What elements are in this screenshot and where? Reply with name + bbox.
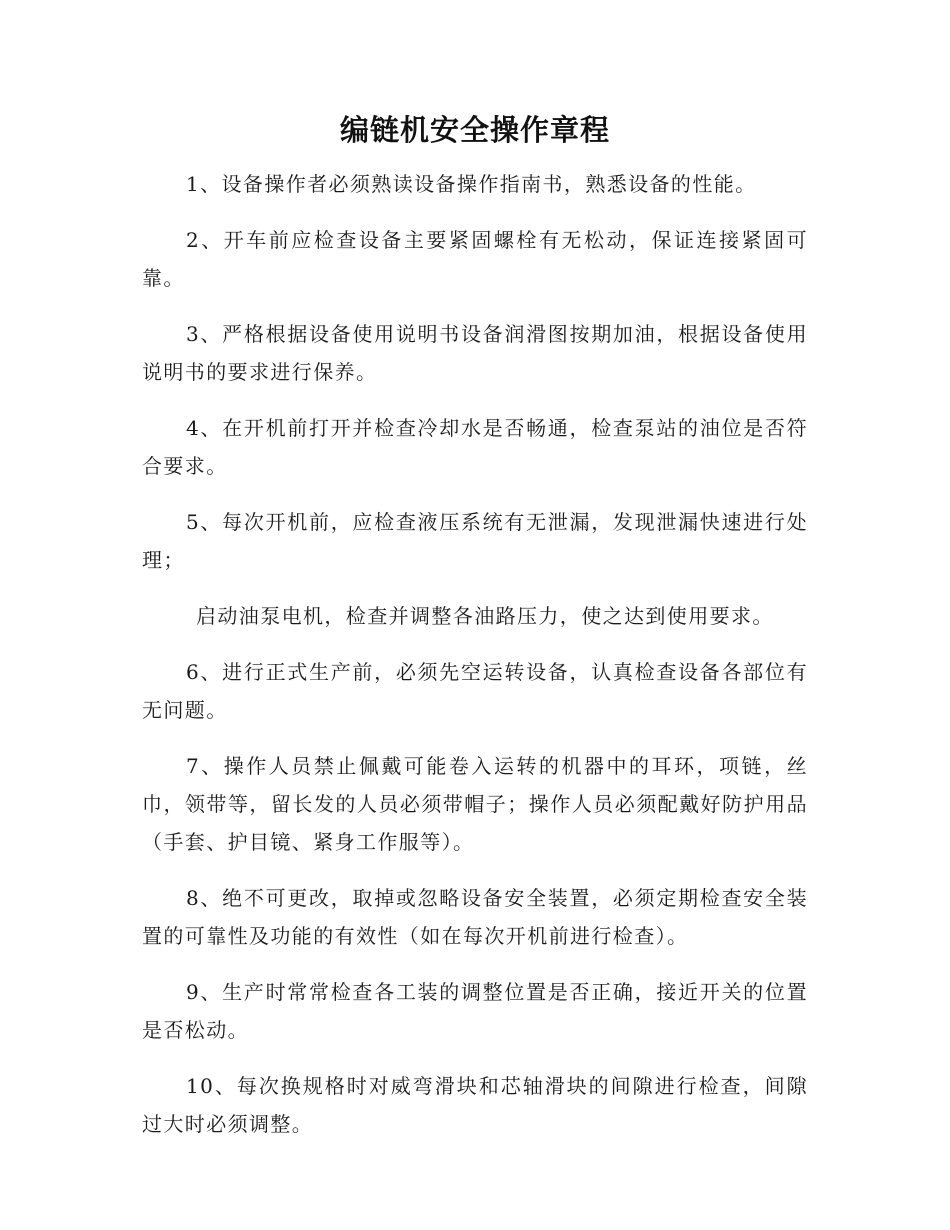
paragraph-5-continued: 启动油泵电机，检查并调整各油路压力，使之达到使用要求。 bbox=[196, 604, 774, 628]
paragraph-4: 4、在开机前打开并检查冷却水是否畅通，检查泵站的油位是否符合要求。 bbox=[142, 416, 808, 478]
paragraph-10: 10、每次换规格时对威弯滑块和芯轴滑块的间隙进行检查，间隙过大时必须调整。 bbox=[142, 1074, 808, 1136]
paragraph-6: 6、进行正式生产前，必须先空运转设备，认真检查设备各部位有无问题。 bbox=[142, 660, 808, 722]
document-title: 编链机安全操作章程 bbox=[339, 113, 610, 147]
paragraph-8: 8、绝不可更改，取掉或忽略设备安全装置，必须定期检查安全装置的可靠性及功能的有效性（如在每次开机前进行检查）。 bbox=[142, 886, 808, 948]
paragraph-7: 7、操作人员禁止佩戴可能卷入运转的机器中的耳环，项链，丝巾，领带等，留长发的人员必须带帽子；操作人员必须配戴好防护用品（手套、护目镜、紧身工作服等）。 bbox=[142, 754, 808, 854]
paragraph-5: 5、每次开机前，应检查液压系统有无泄漏，发现泄漏快速进行处理； bbox=[142, 510, 808, 572]
paragraph-9: 9、生产时常常检查各工装的调整位置是否正确，接近开关的位置是否松动。 bbox=[142, 980, 808, 1042]
paragraph-1: 1、设备操作者必须熟读设备操作指南书，熟悉设备的性能。 bbox=[186, 172, 757, 196]
document-body bbox=[142, 165, 808, 1161]
paragraph-2: 2、开车前应检查设备主要紧固螺栓有无松动，保证连接紧固可靠。 bbox=[142, 228, 808, 290]
paragraph-3: 3、严格根据设备使用说明书设备润滑图按期加油，根据设备使用说明书的要求进行保养。 bbox=[142, 322, 808, 384]
